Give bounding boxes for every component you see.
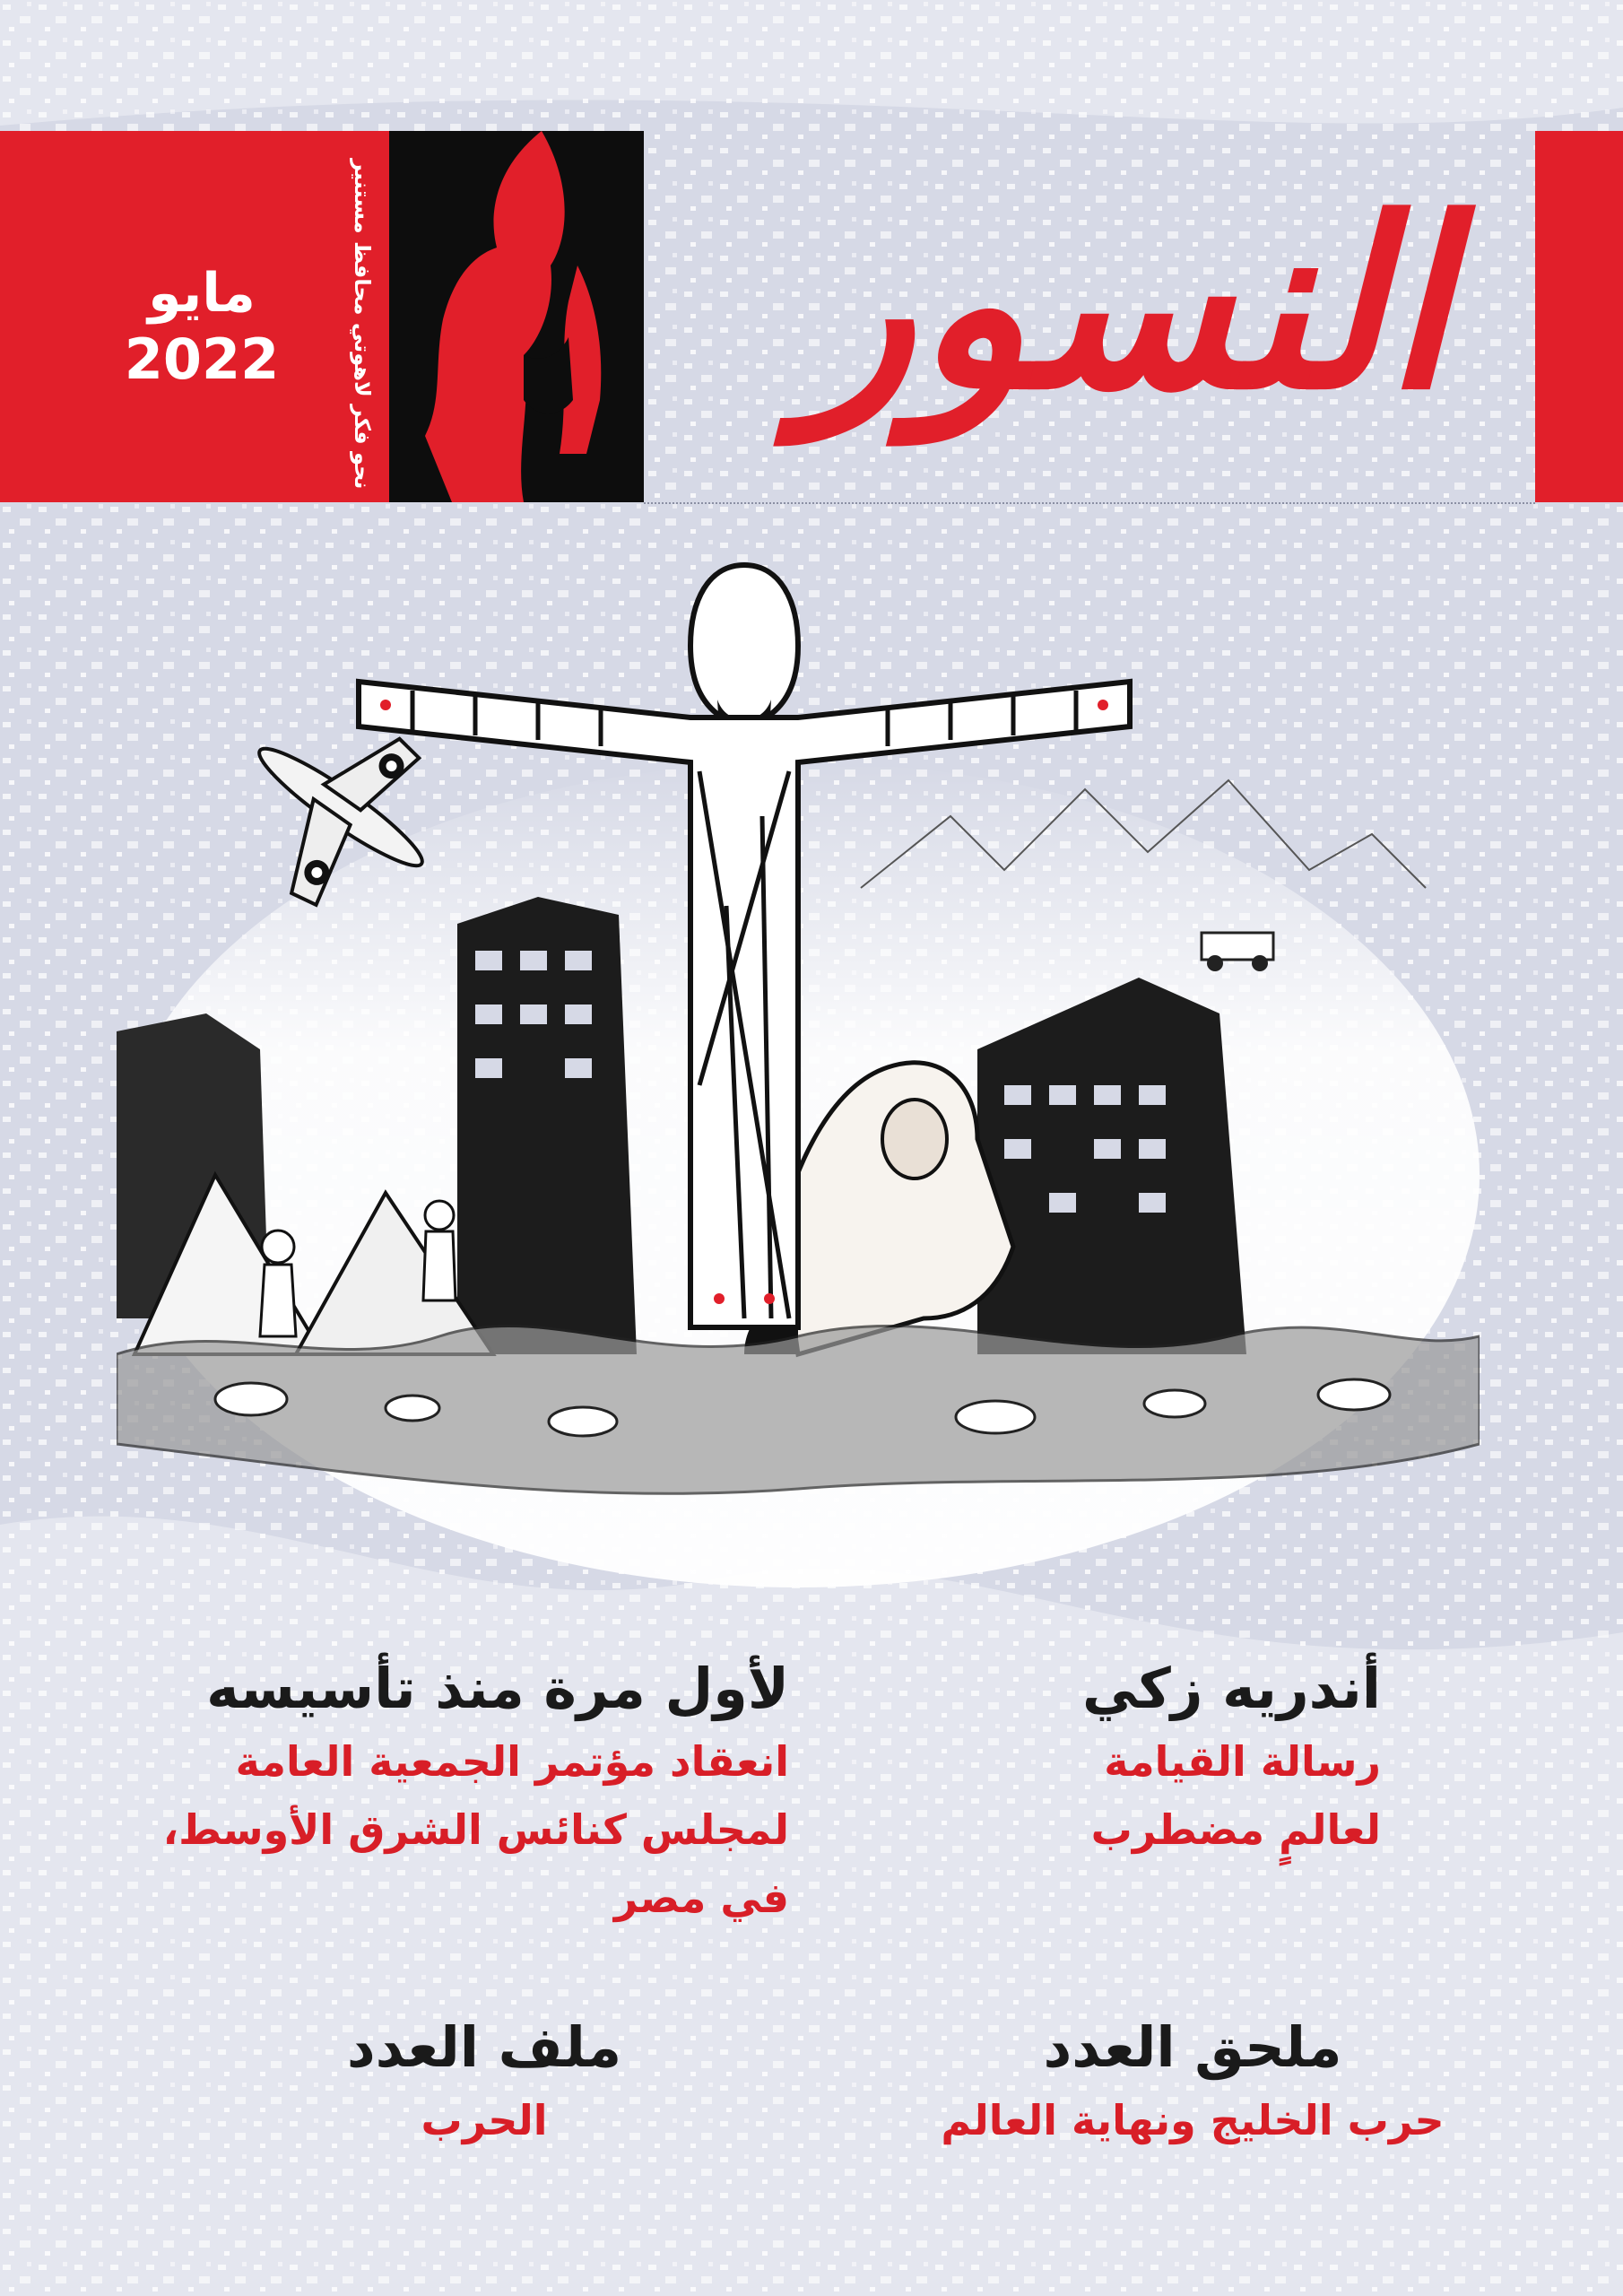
magazine-tagline: نحو فكر لاهوتي محافظ مستنير [350, 158, 375, 490]
article-line: رسالة القيامة [1104, 1737, 1381, 1786]
article-line: الحرب [421, 2096, 548, 2144]
issue-month: مايو [148, 262, 256, 325]
article-right-bottom [915, 2009, 1471, 2154]
praying-silhouette-icon [389, 131, 644, 502]
praying-silhouette-logo [389, 131, 644, 502]
article-heading: لأول مرة منذ تأسيسه [206, 1656, 789, 1721]
article-line: لمجلس كنائس الشرق الأوسط، [162, 1805, 789, 1854]
header-accent-stripe [1535, 131, 1623, 502]
article-left-top [126, 1650, 789, 1932]
issue-year: 2022 [124, 326, 280, 392]
article-line: في مصر [613, 1874, 789, 1922]
article-left-bottom [305, 2009, 664, 2154]
header-divider [644, 502, 1535, 504]
article-line: انعقاد مؤتمر الجمعية العامة [235, 1737, 789, 1786]
article-heading: أندريه زكي [1082, 1656, 1381, 1721]
article-line: حرب الخليج ونهاية العالم [941, 2096, 1445, 2144]
rubble-icon [117, 1326, 1480, 1493]
article-right-top [950, 1650, 1381, 1864]
article-heading: ملف العدد [346, 2014, 622, 2080]
article-line: لعالمٍ مضطرب [1090, 1805, 1381, 1854]
magazine-title: النسور [802, 168, 1449, 441]
article-heading: ملحق العدد [1043, 2014, 1342, 2080]
cover-illustration [117, 547, 1480, 1605]
